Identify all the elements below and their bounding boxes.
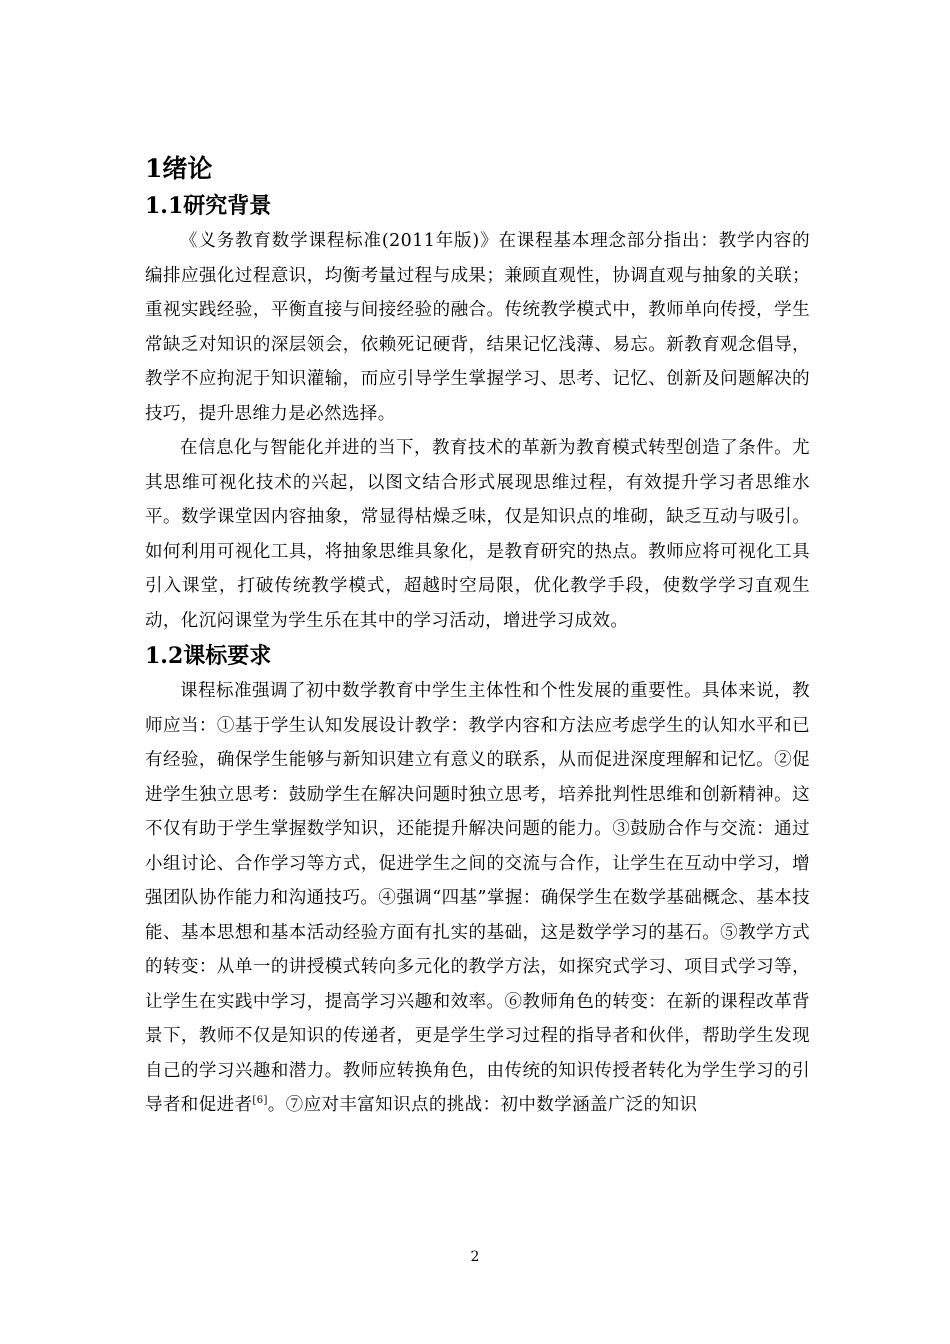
paragraph-curriculum <box>145 674 810 1123</box>
paragraph-curriculum-text: 课程标准强调了初中数学教育中学生主体性和个性发展的重要性。具体来说，教师应当：①基于学生认知发展设计教学：教学内容和方法应考虑学生的认知水平和已有经验，确保学生能够与新知识建立有意义的联系，从而促进深度理解和记忆。②促进学生独立思考：鼓励学生在解决问题时独立思考，培养批判性思维和创新精神。这不仅有助于学生掌握数学知识，还能提升解决问题的能力。③鼓励合作与交流：通过小组讨论、合作学习等方式，促进学生之间的交流与合作，让学生在互动中学习，增强团队协作能力和沟通技巧。④强调“四基”掌握：确保学生在数学基础概念、基本技能、基本思想和基本活动经验方面有扎实的基础，这是数学学习的基石。⑤教学方式的转变：从单一的讲授模式转向多元化的教学方法，如探究式学习、项目式学习等，让学生在实践中学习，提高学习兴趣和效率。⑥教师角色的转变：在新的课程改革背景下，教师不仅是知识的传递者，更是学生学习过程的指导者和伙伴，帮助学生发现自己的学习兴趣和潜力。教师应转换角色，由传统的知识传授者转化为学生学习的引导者和促进者 <box>145 681 810 1115</box>
paragraph-background-2: 在信息化与智能化并进的当下，教育技术的革新为教育模式转型创造了条件。尤其思维可视化技术的兴起，以图文结合形式展现思维过程，有效提升学习者思维水平。数学课堂因内容抽象，常显得枯燥乏味，仅是知识点的堆砌，缺乏互动与吸引。如何利用可视化工具，将抽象思维具象化，是教育研究的热点。教师应将可视化工具引入课堂，打破传统教学模式，超越时空局限，优化教学手段，使数学学习直观生动，化沉闷课堂为学生乐在其中的学习活动，增进学习成效。 <box>145 438 810 631</box>
paragraph-background-1: 《义务教育数学课程标准(2011年版)》在课程基本理念部分指出：教学内容的编排应强化过程意识，均衡考量过程与成果；兼顾直观性，协调直观与抽象的关联；重视实践经验，平衡直接与间接经验的融合。传统教学模式中，教师单向传授，学生常缺乏对知识的深层领会，依赖死记硬背，结果记忆浅薄、易忘。新教育观念倡导，教学不应拘泥于知识灌输，而应引导学生掌握学习、思考、记忆、创新及问题解决的技巧，提升思维力是必然选择。 <box>145 231 810 424</box>
page-number: 2 <box>470 1249 480 1265</box>
page-body <box>145 150 810 1123</box>
citation-reference[interactable]: [6] <box>252 1095 268 1107</box>
section-title-background: 1.1研究背景 <box>145 193 272 219</box>
chapter-title: 1绪论 <box>145 154 213 183</box>
paragraph-curriculum-continuation: 。⑦应对丰富知识点的挑战：初中数学涵盖广泛的知识 <box>267 1095 698 1115</box>
section-title-curriculum: 1.2课标要求 <box>145 643 272 669</box>
